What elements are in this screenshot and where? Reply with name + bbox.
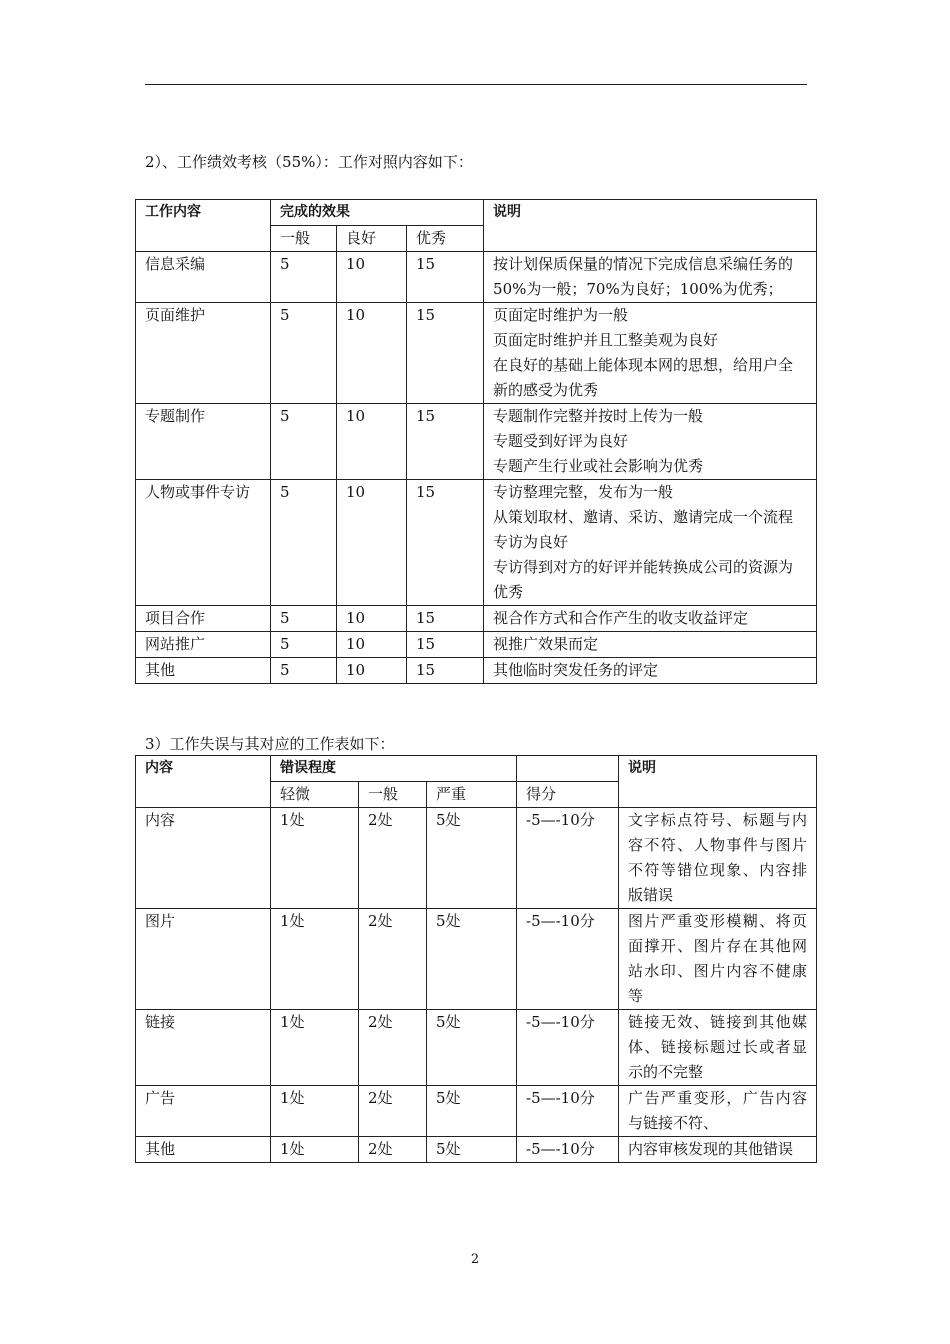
score-range: -5—-10分 — [517, 808, 619, 909]
table-row — [136, 480, 817, 606]
score-normal: 5 — [271, 632, 337, 658]
header-work-content: 工作内容 — [136, 200, 271, 252]
description: 文字标点符号、标题与内容不符、人物事件与图片不符等错位现象、内容排版错误 — [619, 808, 817, 909]
table-row — [136, 658, 817, 684]
error-item: 其他 — [136, 1137, 271, 1163]
score-normal: 5 — [271, 606, 337, 632]
header-note: 说明 — [619, 756, 817, 808]
work-item: 网站推广 — [136, 632, 271, 658]
level-normal: 一般 — [271, 226, 337, 252]
error-table — [135, 755, 817, 1163]
level-score: 得分 — [517, 782, 619, 808]
work-item: 专题制作 — [136, 404, 271, 480]
header-error-degree: 错误程度 — [271, 756, 517, 782]
score-normal: 5 — [271, 404, 337, 480]
count-normal: 2处 — [359, 1010, 427, 1086]
table-row — [136, 1086, 817, 1137]
score-good: 10 — [337, 480, 407, 606]
count-serious: 5处 — [427, 1010, 517, 1086]
description — [484, 303, 817, 404]
error-item: 广告 — [136, 1086, 271, 1137]
table-row — [136, 808, 817, 909]
score-good: 10 — [337, 404, 407, 480]
page-number: 2 — [470, 1252, 480, 1267]
description: 图片严重变形模糊、将页面撑开、图片存在其他网站水印、图片内容不健康等 — [619, 909, 817, 1010]
count-minor: 1处 — [271, 1137, 359, 1163]
header-effect: 完成的效果 — [271, 200, 484, 226]
count-normal: 2处 — [359, 909, 427, 1010]
description-line: 专题产生行业或社会影响为优秀 — [493, 457, 704, 475]
count-serious: 5处 — [427, 909, 517, 1010]
score-good: 10 — [337, 632, 407, 658]
performance-table — [135, 199, 817, 684]
score-range: -5—-10分 — [517, 1086, 619, 1137]
header-rule — [145, 84, 807, 85]
score-range: -5—-10分 — [517, 1137, 619, 1163]
count-normal: 2处 — [359, 1137, 427, 1163]
score-excellent: 15 — [407, 252, 484, 303]
count-serious: 5处 — [427, 1137, 517, 1163]
description-line: 专访整理完整，发布为一般 — [493, 483, 674, 501]
work-item: 其他 — [136, 658, 271, 684]
level-minor: 轻微 — [271, 782, 359, 808]
table-row — [136, 252, 817, 303]
level-serious: 严重 — [427, 782, 517, 808]
description-line: 按计划保质保量的情况下完成信息采编任务的50%为一般；70%为良好；100%为优秀； — [493, 255, 794, 298]
score-good: 10 — [337, 303, 407, 404]
header-note: 说明 — [484, 200, 817, 252]
table-row — [136, 1137, 817, 1163]
table-row — [136, 909, 817, 1010]
score-normal: 5 — [271, 303, 337, 404]
description-line: 在良好的基础上能体现本网的思想，给用户全新的感受为优秀 — [493, 356, 794, 399]
table-row — [136, 404, 817, 480]
description — [484, 658, 817, 684]
work-item: 项目合作 — [136, 606, 271, 632]
count-serious: 5处 — [427, 808, 517, 909]
score-normal: 5 — [271, 480, 337, 606]
level-excellent: 优秀 — [407, 226, 484, 252]
work-item: 信息采编 — [136, 252, 271, 303]
description — [484, 480, 817, 606]
description-line: 视合作方式和合作产生的收支收益评定 — [493, 609, 749, 627]
description-line: 页面定时维护并且工整美观为良好 — [493, 331, 719, 349]
description — [484, 252, 817, 303]
table-row — [136, 632, 817, 658]
header-blank — [517, 756, 619, 782]
description-line: 专题制作完整并按时上传为一般 — [493, 407, 704, 425]
score-excellent: 15 — [407, 658, 484, 684]
score-normal: 5 — [271, 252, 337, 303]
table-row — [136, 1010, 817, 1086]
score-good: 10 — [337, 252, 407, 303]
count-normal: 2处 — [359, 808, 427, 909]
score-excellent: 15 — [407, 303, 484, 404]
score-normal: 5 — [271, 658, 337, 684]
description-line: 视推广效果而定 — [493, 635, 599, 653]
score-excellent: 15 — [407, 404, 484, 480]
work-item: 人物或事件专访 — [136, 480, 271, 606]
count-serious: 5处 — [427, 1086, 517, 1137]
table-row — [136, 606, 817, 632]
description — [484, 632, 817, 658]
error-item: 链接 — [136, 1010, 271, 1086]
count-normal: 2处 — [359, 1086, 427, 1137]
description-line: 从策划取材、邀请、采访、邀请完成一个流程专访为良好 — [493, 508, 794, 551]
description: 广告严重变形，广告内容与链接不符、 — [619, 1086, 817, 1137]
error-item: 内容 — [136, 808, 271, 909]
score-good: 10 — [337, 658, 407, 684]
header-content: 内容 — [136, 756, 271, 808]
count-minor: 1处 — [271, 1010, 359, 1086]
work-item: 页面维护 — [136, 303, 271, 404]
score-excellent: 15 — [407, 480, 484, 606]
score-range: -5—-10分 — [517, 909, 619, 1010]
level-normal: 一般 — [359, 782, 427, 808]
description-line: 页面定时维护为一般 — [493, 306, 629, 324]
section-3-title: 3）工作失误与其对应的工作表如下： — [145, 735, 395, 753]
description: 链接无效、链接到其他媒体、链接标题过长或者显示的不完整 — [619, 1010, 817, 1086]
score-excellent: 15 — [407, 606, 484, 632]
description: 内容审核发现的其他错误 — [619, 1137, 817, 1163]
count-minor: 1处 — [271, 909, 359, 1010]
description — [484, 404, 817, 480]
score-range: -5—-10分 — [517, 1010, 619, 1086]
level-good: 良好 — [337, 226, 407, 252]
count-minor: 1处 — [271, 1086, 359, 1137]
description-line: 专访得到对方的好评并能转换成公司的资源为优秀 — [493, 558, 794, 601]
score-excellent: 15 — [407, 632, 484, 658]
error-item: 图片 — [136, 909, 271, 1010]
description-line: 其他临时突发任务的评定 — [493, 661, 659, 679]
description-line: 专题受到好评为良好 — [493, 432, 629, 450]
section-2-title: 2）、工作绩效考核（55%）：工作对照内容如下： — [145, 153, 473, 171]
score-good: 10 — [337, 606, 407, 632]
table-row — [136, 303, 817, 404]
count-minor: 1处 — [271, 808, 359, 909]
description — [484, 606, 817, 632]
